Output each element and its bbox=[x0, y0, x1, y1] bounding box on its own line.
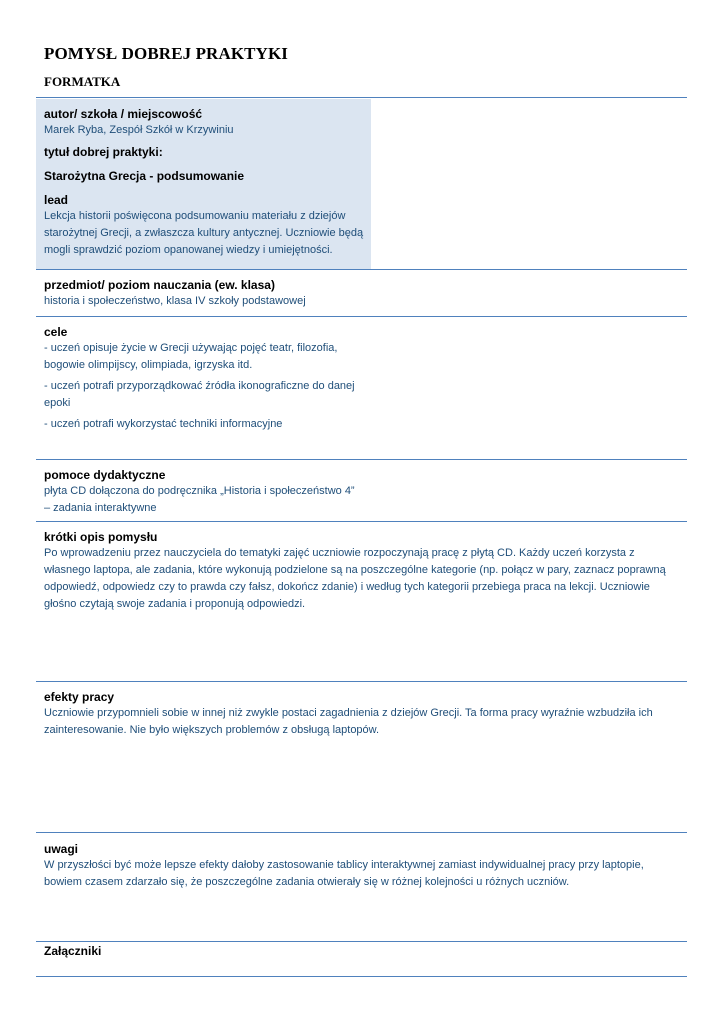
goals-section bbox=[44, 324, 370, 433]
goal-item: - uczeń opisuje życie w Grecji używając pojęć teatr, filozofia, bogowie olimpijscy, olimpiada, igrzyska itd. bbox=[44, 342, 338, 371]
remarks-section bbox=[44, 841, 684, 891]
aids-label: pomoce dydaktyczne bbox=[44, 468, 166, 482]
divider bbox=[36, 269, 687, 270]
author-value: Marek Ryba, Zespół Szkół w Krzywiniu bbox=[44, 124, 234, 136]
author-section bbox=[44, 106, 370, 259]
goal-item: - uczeń potrafi wykorzystać techniki informacyjne bbox=[44, 418, 283, 430]
description-value: Po wprowadzeniu przez nauczyciela do tematyki zajęć uczniowie rozpoczynają pracę z płytą CD. Każdy uczeń korzysta z własnego laptopa, ale zadania, które wykonują podzielone są na poszczególne kategorie (np. połącz w pary, zaznacz poprawną odpowiedź, odpowiedz czy to prawda czy fałsz, dokończ zdanie) i według tych kategorii przebiega praca na lekcji. Uczniowie głośno czytają swoje zadania i proponują odpowiedzi. bbox=[44, 547, 666, 610]
effects-value: Uczniowie przypomnieli sobie w innej niż zwykle postaci zagadnienia z dziejów Grecji. Ta forma pracy wyraźnie wzbudziła ich zainteresowanie. Nie było większych problemów z obsługą laptopów. bbox=[44, 707, 653, 736]
page-subtitle: FORMATKA bbox=[44, 74, 121, 89]
divider bbox=[36, 521, 687, 522]
subject-label: przedmiot/ poziom nauczania (ew. klasa) bbox=[44, 278, 275, 292]
goals-label: cele bbox=[44, 325, 68, 339]
aids-value-line: płyta CD dołączona do podręcznika „Historia i społeczeństwo 4” bbox=[44, 485, 355, 497]
goal-item: - uczeń potrafi przyporządkować źródła ikonograficzne do danej epoki bbox=[44, 380, 355, 409]
divider bbox=[36, 316, 687, 317]
description-section bbox=[44, 529, 684, 613]
author-label: autor/ szkoła / miejscowość bbox=[44, 107, 203, 121]
divider bbox=[36, 97, 687, 98]
divider bbox=[36, 681, 687, 682]
remarks-value: W przyszłości być może lepsze efekty dałoby zastosowanie tablicy interaktywnej zamiast indywidualnej pracy przy laptopie, bowiem czasem zdarzało się, że poszczególne zadania otwierały się w różnej kolejności u różnych uczniów. bbox=[44, 859, 644, 888]
lead-value: Lekcja historii poświęcona podsumowaniu materiału z dziejów starożytnej Grecji, a zwłaszcza kultury antycznej. Uczniowie będą mogli sprawdzić poziom opanowanej wiedzy i umiejętności. bbox=[44, 210, 364, 256]
subject-section bbox=[44, 277, 684, 310]
divider bbox=[36, 459, 687, 460]
aids-section bbox=[44, 467, 355, 517]
title-label: tytuł dobrej praktyki: bbox=[44, 145, 163, 159]
subject-value: historia i społeczeństwo, klasa IV szkoły podstawowej bbox=[44, 295, 306, 307]
effects-label: efekty pracy bbox=[44, 690, 115, 704]
description-label: krótki opis pomysłu bbox=[44, 530, 158, 544]
divider bbox=[36, 941, 687, 942]
effects-section bbox=[44, 689, 684, 739]
title-value: Starożytna Grecja - podsumowanie bbox=[44, 169, 245, 183]
divider bbox=[36, 832, 687, 833]
remarks-label: uwagi bbox=[44, 842, 79, 856]
page-title: POMYSŁ DOBREJ PRAKTYKI bbox=[44, 44, 288, 63]
attachments-section bbox=[44, 943, 101, 959]
lead-label: lead bbox=[44, 193, 69, 207]
attachments-label: Załączniki bbox=[44, 944, 102, 958]
divider bbox=[36, 976, 687, 977]
aids-value-line: – zadania interaktywne bbox=[44, 502, 157, 514]
